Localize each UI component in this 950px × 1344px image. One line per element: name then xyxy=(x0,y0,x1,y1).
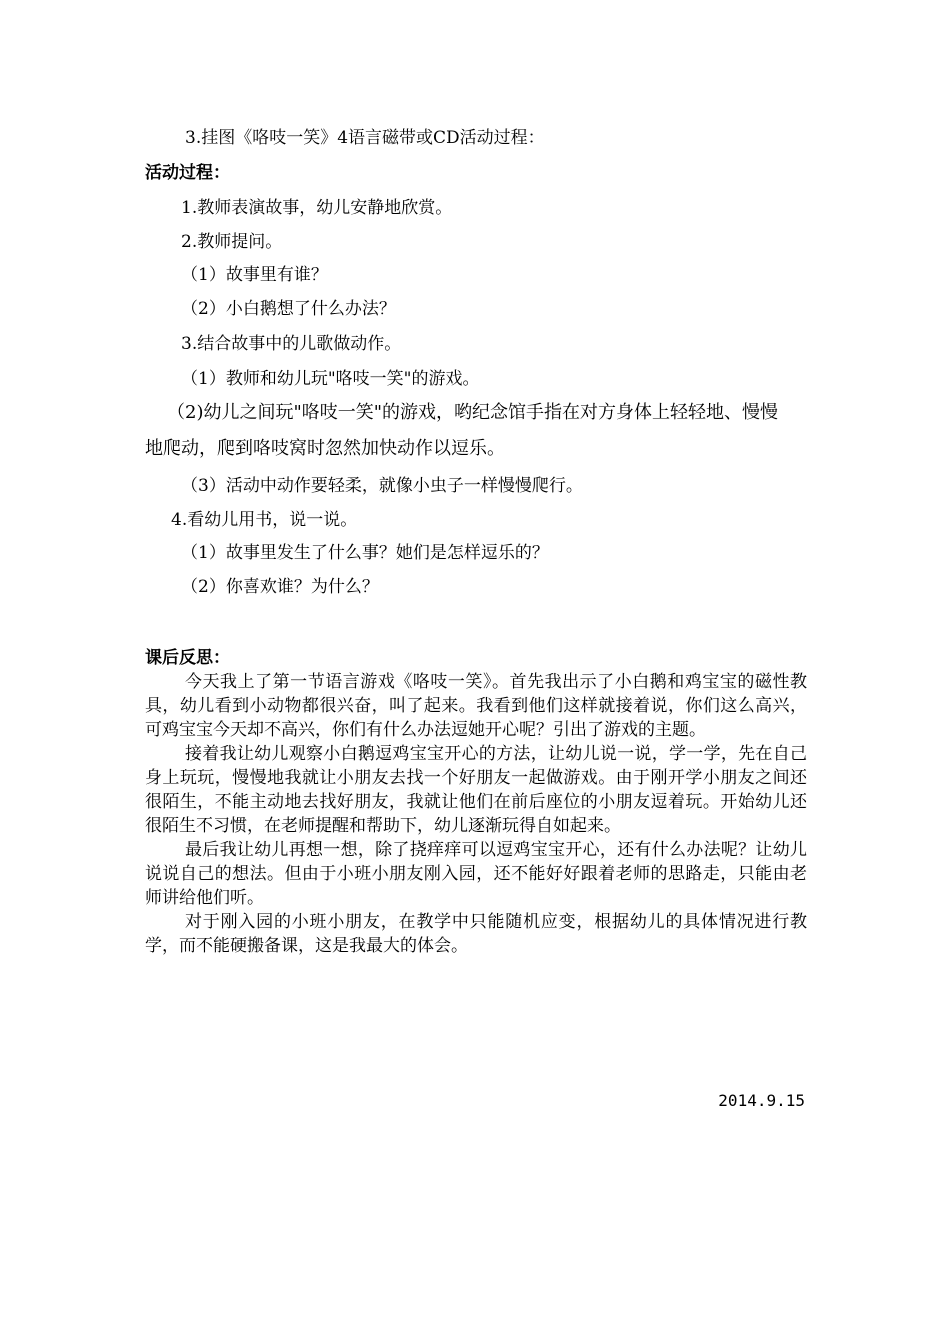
process-line: （1）教师和幼儿玩"咯吱一笑"的游戏。 xyxy=(181,369,480,389)
reflection-paragraph: 今天我上了第一节语言游戏《咯吱一笑》。首先我出示了小白鹅和鸡宝宝的磁性教具，幼儿看到小动物都很兴奋，叫了起来。我看到他们这样就接着说，你们这么高兴，可鸡宝宝今天却不高兴，你们有什么办法逗她开心呢？引出了游戏的主题。 xyxy=(145,672,807,740)
materials-item: 3.挂图《咯吱一笑》4语言磁带或CD活动过程： xyxy=(185,128,545,148)
process-line: （3）活动中动作要轻柔，就像小虫子一样慢慢爬行。 xyxy=(181,476,583,496)
process-line: （2)幼儿之间玩"咯吱一笑"的游戏，哟纪念馆手指在对方身体上轻轻地、慢慢 xyxy=(167,402,779,423)
process-line: （1）故事里发生了什么事？她们是怎样逗乐的？ xyxy=(181,543,549,563)
process-line: 2.教师提问。 xyxy=(181,232,283,252)
process-line: 3.结合故事中的儿歌做动作。 xyxy=(181,334,402,354)
process-line: 1.教师表演故事，幼儿安静地欣赏。 xyxy=(181,198,453,218)
reflection-paragraph: 最后我让幼儿再想一想，除了挠痒痒可以逗鸡宝宝开心，还有什么办法呢？让幼儿说说自己的想法。但由于小班小朋友刚入园，还不能好好跟着老师的思路走，只能由老师讲给他们听。 xyxy=(145,840,807,908)
reflection-body xyxy=(145,670,807,958)
process-line: （2）小白鹅想了什么办法？ xyxy=(181,299,396,319)
process-line: （1）故事里有谁？ xyxy=(181,265,328,285)
process-line: （2）你喜欢谁？为什么？ xyxy=(181,577,379,597)
date: 2014.9.15 xyxy=(718,1091,805,1110)
reflection-paragraph: 对于刚入园的小班小朋友，在教学中只能随机应变，根据幼儿的具体情况进行教学，而不能硬搬备课，这是我最大的体会。 xyxy=(145,912,807,956)
reflection-heading: 课后反思： xyxy=(145,648,230,668)
reflection-paragraph: 接着我让幼儿观察小白鹅逗鸡宝宝开心的方法，让幼儿说一说，学一学，先在自己身上玩玩，慢慢地我就让小朋友去找一个好朋友一起做游戏。由于刚开学小朋友之间还很陌生，不能主动地去找好朋友，我就让他们在前后座位的小朋友逗着玩。开始幼儿还很陌生不习惯，在老师提醒和帮助下，幼儿逐渐玩得自如起来。 xyxy=(145,744,807,836)
process-line: 地爬动，爬到咯吱窝时忽然加快动作以逗乐。 xyxy=(145,438,505,459)
process-line: 4.看幼儿用书，说一说。 xyxy=(171,510,358,530)
process-heading: 活动过程： xyxy=(145,163,230,183)
